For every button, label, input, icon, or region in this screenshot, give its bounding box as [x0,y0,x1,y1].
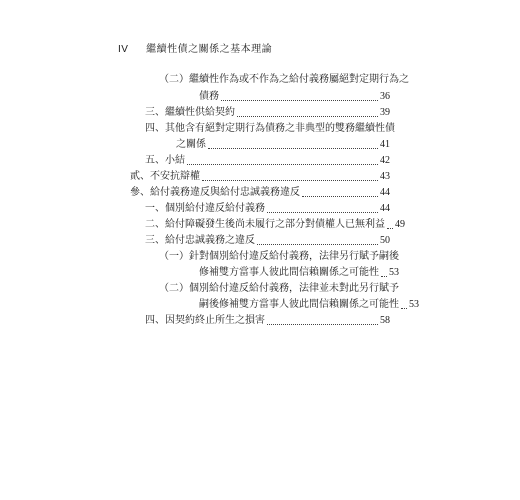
toc-entry [159,71,409,87]
toc-entry-text: 三、給付忠誠義務之違反 [145,235,255,246]
toc-entry-text: 四、其他含有絕對定期行為債務之非典型的雙務繼續性債 [145,123,395,134]
toc-entry [159,280,399,296]
leader-dots [267,324,378,325]
toc-entry [145,216,405,232]
toc-entry [176,136,390,152]
toc-page-number: 44 [380,187,390,198]
toc-entry-text: 債務 [199,91,219,102]
toc-entry-text: 五、小結 [145,155,185,166]
leader-dots [267,212,378,213]
leader-dots [208,148,378,149]
toc-entry [199,296,419,312]
toc-entry [145,232,390,248]
toc-entry-text: 貳、不安抗辯權 [130,171,200,182]
toc-page-number: 42 [380,155,390,166]
toc-entry [159,248,399,264]
toc-page-number: 43 [380,171,390,182]
toc-entry [145,312,390,328]
toc-entry-text: （二）繼續性作為或不作為之給付義務屬絕對定期行為之 [159,74,409,85]
toc-page-number: 49 [395,219,405,230]
leader-dots [221,100,378,101]
toc-entry [145,200,390,216]
toc-entry-text: 之關係 [176,139,206,150]
toc-page-number: 39 [380,107,390,118]
toc-page-number: 44 [380,203,390,214]
toc-entry [145,152,390,168]
toc-entry [199,88,390,104]
toc-page-number: 53 [409,299,419,310]
toc-entry-text: 參、給付義務違反與給付忠誠義務違反 [130,187,300,198]
book-title: 繼續性債之關係之基本理論 [146,44,273,55]
toc-entry-text: 一、個別給付違反給付義務 [145,203,265,214]
page-number-roman: IV [118,44,129,55]
toc-entry-text: （一）針對個別給付違反給付義務，法律另行賦予嗣後 [159,251,399,262]
leader-dots [257,244,378,245]
leader-dots [302,196,378,197]
toc-entry-text: 三、繼續性供給契約 [145,107,235,118]
toc-entry [130,184,390,200]
leader-dots [187,164,378,165]
toc-entry [199,264,399,280]
leader-dots [387,228,393,229]
toc-entry-text: 嗣後修補雙方當事人彼此間信賴關係之可能性 [199,299,399,310]
toc-page-number: 50 [380,235,390,246]
leader-dots [237,116,378,117]
leader-dots [202,180,378,181]
toc-entry [145,104,390,120]
toc-page-number: 58 [380,315,390,326]
toc-entry-text: 二、給付障礙發生後尚未履行之部分對債權人已無利益 [145,219,385,230]
leader-dots [381,276,387,277]
toc-entry-text: 四、因契約終止所生之損害 [145,315,265,326]
toc-entry [145,120,395,136]
toc-page-number: 53 [389,267,399,278]
toc-entry-text: （二）個別給付違反給付義務，法律並未對此另行賦予 [159,283,399,294]
leader-dots [401,308,407,309]
toc-page-number: 41 [380,139,390,150]
toc-page-number: 36 [380,91,390,102]
toc-entry [130,168,390,184]
toc-entry-text: 修補雙方當事人彼此間信賴關係之可能性 [199,267,379,278]
